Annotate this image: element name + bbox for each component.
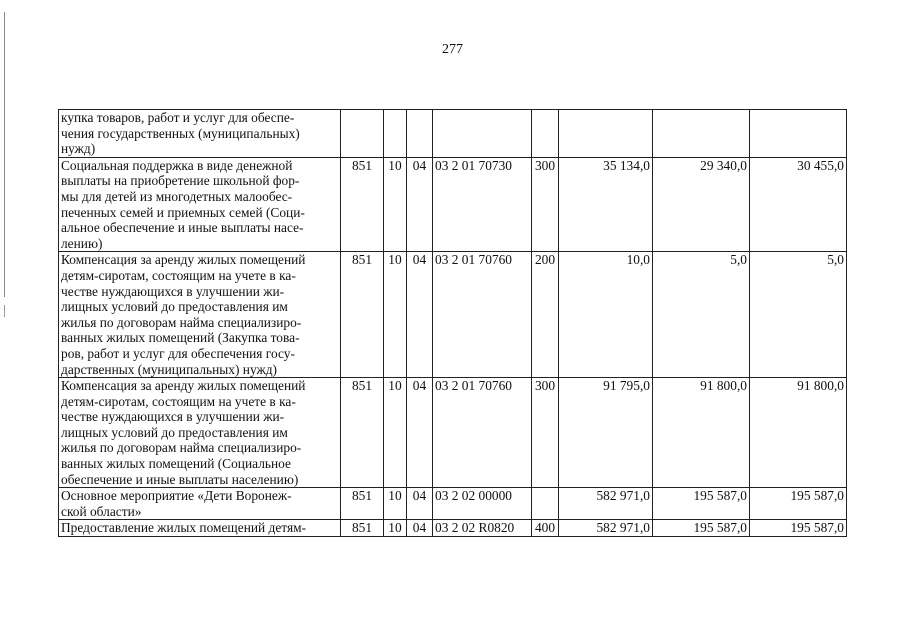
description-line: жилья по договорам найма специализиро- bbox=[61, 440, 302, 456]
cell-ved: 851 bbox=[341, 488, 384, 520]
cell-csr: 03 2 02 00000 bbox=[433, 488, 532, 520]
cell-rz bbox=[384, 110, 407, 158]
description-line: Социальная поддержка в виде денежной bbox=[61, 157, 293, 173]
cell-amount-year3: 5,0 bbox=[750, 252, 847, 378]
cell-amount-year2: 5,0 bbox=[653, 252, 750, 378]
description-line: чения государственных (муниципальных) bbox=[61, 125, 300, 141]
description-line: лищных условий до предоставления им bbox=[61, 299, 288, 315]
budget-table bbox=[58, 109, 847, 537]
table-row bbox=[59, 157, 847, 252]
cell-rz: 10 bbox=[384, 488, 407, 520]
table-row bbox=[59, 252, 847, 378]
description-line: мы для детей из многодетных малообес- bbox=[61, 188, 293, 204]
cell-rz: 10 bbox=[384, 252, 407, 378]
cell-vr: 300 bbox=[532, 157, 559, 252]
cell-amount-year2 bbox=[653, 110, 750, 158]
description-line: нужд) bbox=[61, 141, 96, 157]
description-line: детям-сиротам, состоящим на учете в ка- bbox=[61, 267, 296, 283]
description-line: Компенсация за аренду жилых помещений bbox=[61, 378, 306, 394]
cell-rz: 10 bbox=[384, 157, 407, 252]
description-line: детям-сиротам, состоящим на учете в ка- bbox=[61, 393, 296, 409]
description-line: выплаты на приобретение школьной фор- bbox=[61, 173, 300, 189]
cell-amount-year2: 195 587,0 bbox=[653, 488, 750, 520]
cell-description bbox=[59, 110, 341, 158]
cell-amount-year3: 195 587,0 bbox=[750, 488, 847, 520]
description-line: ванных жилых помещений (Социальное bbox=[61, 456, 291, 472]
description-line: честве нуждающихся в улучшении жи- bbox=[61, 409, 285, 425]
cell-description bbox=[59, 488, 341, 520]
cell-pr: 04 bbox=[407, 252, 433, 378]
description-line: купка товаров, работ и услуг для обеспе- bbox=[61, 110, 295, 125]
page-edge-rule-fragment bbox=[4, 305, 5, 317]
table-row bbox=[59, 488, 847, 520]
description-line: дарственных (муниципальных) нужд) bbox=[61, 361, 277, 377]
cell-amount-year2: 91 800,0 bbox=[653, 378, 750, 488]
description-line: Основное мероприятие «Дети Воронеж- bbox=[61, 488, 292, 504]
cell-pr bbox=[407, 110, 433, 158]
cell-amount-year1: 582 971,0 bbox=[559, 488, 653, 520]
cell-description bbox=[59, 252, 341, 378]
budget-table-body bbox=[59, 110, 847, 537]
cell-amount-year1 bbox=[559, 110, 653, 158]
cell-amount-year1: 91 795,0 bbox=[559, 378, 653, 488]
cell-amount-year1: 35 134,0 bbox=[559, 157, 653, 252]
description-line: Компенсация за аренду жилых помещений bbox=[61, 252, 306, 268]
cell-description bbox=[59, 157, 341, 252]
cell-ved: 851 bbox=[341, 157, 384, 252]
cell-vr bbox=[532, 488, 559, 520]
description-line: ванных жилых помещений (Закупка това- bbox=[61, 330, 300, 346]
description-line: альное обеспечение и иные выплаты насе- bbox=[61, 220, 304, 236]
cell-csr: 03 2 01 70730 bbox=[433, 157, 532, 252]
cell-description bbox=[59, 378, 341, 488]
cell-ved: 851 bbox=[341, 378, 384, 488]
cell-amount-year3: 195 587,0 bbox=[750, 520, 847, 537]
cell-rz: 10 bbox=[384, 520, 407, 537]
description-line: честве нуждающихся в улучшении жи- bbox=[61, 283, 285, 299]
table-row bbox=[59, 520, 847, 537]
cell-vr bbox=[532, 110, 559, 158]
cell-ved: 851 bbox=[341, 520, 384, 537]
cell-vr: 200 bbox=[532, 252, 559, 378]
description-line: печенных семей и приемных семей (Соци- bbox=[61, 204, 305, 220]
cell-pr: 04 bbox=[407, 378, 433, 488]
cell-csr: 03 2 01 70760 bbox=[433, 252, 532, 378]
cell-amount-year2: 195 587,0 bbox=[653, 520, 750, 537]
page-number: 277 bbox=[442, 42, 463, 57]
description-line: ров, работ и услуг для обеспечения госу- bbox=[61, 345, 295, 361]
cell-amount-year2: 29 340,0 bbox=[653, 157, 750, 252]
cell-description bbox=[59, 520, 341, 537]
cell-pr: 04 bbox=[407, 488, 433, 520]
description-line: лищных условий до предоставления им bbox=[61, 424, 288, 440]
description-line: обеспечение и иные выплаты населению) bbox=[61, 471, 299, 487]
cell-amount-year3: 30 455,0 bbox=[750, 157, 847, 252]
description-line: жилья по договорам найма специализиро- bbox=[61, 314, 302, 330]
cell-ved bbox=[341, 110, 384, 158]
cell-csr: 03 2 02 R0820 bbox=[433, 520, 532, 537]
cell-pr: 04 bbox=[407, 157, 433, 252]
cell-amount-year3: 91 800,0 bbox=[750, 378, 847, 488]
description-line: Предоставление жилых помещений детям- bbox=[61, 520, 307, 536]
description-line: ской области» bbox=[61, 503, 142, 519]
cell-ved: 851 bbox=[341, 252, 384, 378]
cell-amount-year3 bbox=[750, 110, 847, 158]
cell-vr: 400 bbox=[532, 520, 559, 537]
cell-rz: 10 bbox=[384, 378, 407, 488]
table-row bbox=[59, 110, 847, 158]
description-line: лению) bbox=[61, 235, 103, 251]
table-row bbox=[59, 378, 847, 488]
cell-amount-year1: 10,0 bbox=[559, 252, 653, 378]
cell-csr: 03 2 01 70760 bbox=[433, 378, 532, 488]
cell-amount-year1: 582 971,0 bbox=[559, 520, 653, 537]
cell-csr bbox=[433, 110, 532, 158]
cell-vr: 300 bbox=[532, 378, 559, 488]
cell-pr: 04 bbox=[407, 520, 433, 537]
